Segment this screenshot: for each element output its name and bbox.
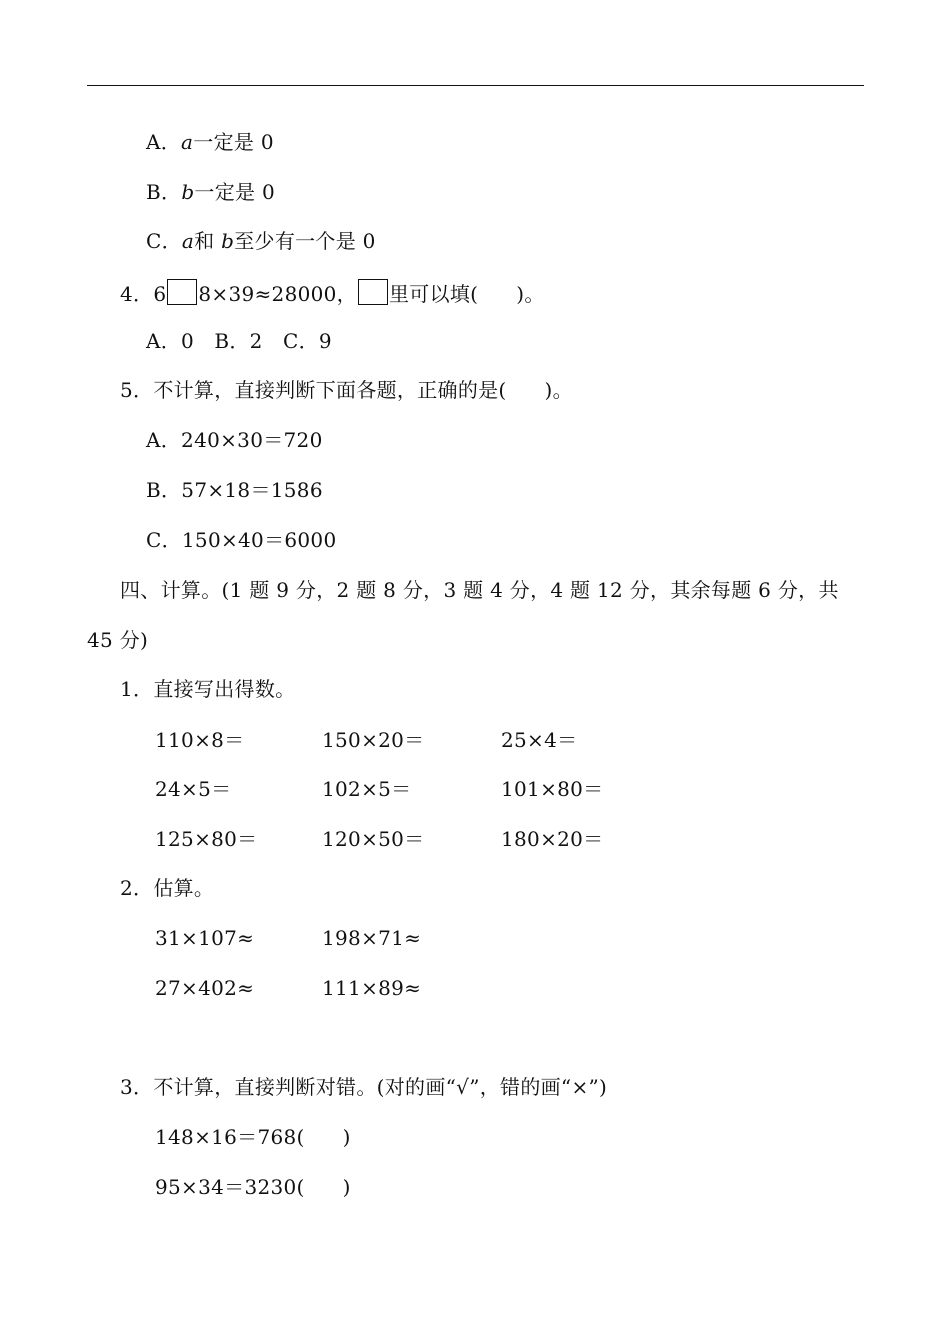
blank-box xyxy=(167,279,197,305)
judge-item: 95×34＝3230( ) xyxy=(155,1175,351,1199)
sub3-title: 3．不计算，直接判断对错。(对的画“√”，错的画“×”) xyxy=(120,1075,608,1099)
calc-item: 150×20＝ xyxy=(322,728,425,752)
estimate-item: 198×71≈ xyxy=(322,926,422,950)
q5-option-b: B．57×18＝1586 xyxy=(146,478,323,502)
calc-item: 102×5＝ xyxy=(322,777,412,801)
calc-item: 25×4＝ xyxy=(501,728,578,752)
estimate-item: 111×89≈ xyxy=(322,976,422,1000)
q3-option-b: B．b一定是 0 xyxy=(146,180,276,204)
calc-item: 110×8＝ xyxy=(155,728,245,752)
section4-title-line1: 四、计算。(1 题 9 分，2 题 8 分，3 题 4 分，4 题 12 分，其余每题 6 分，共 xyxy=(120,578,839,602)
sub1-title: 1．直接写出得数。 xyxy=(120,677,296,701)
q5-option-c: C．150×40＝6000 xyxy=(146,528,337,552)
q4-options: A．0 B．2 C．9 xyxy=(146,329,332,353)
estimate-item: 27×402≈ xyxy=(155,976,255,1000)
estimate-item: 31×107≈ xyxy=(155,926,255,950)
calc-item: 101×80＝ xyxy=(501,777,604,801)
q5-option-a: A．240×30＝720 xyxy=(146,428,323,452)
q3-option-a: A．a一定是 0 xyxy=(146,130,274,154)
q3-option-c: C．a和 b至少有一个是 0 xyxy=(146,229,376,253)
header-rule xyxy=(87,85,864,86)
calc-item: 120×50＝ xyxy=(322,827,425,851)
sub2-title: 2．估算。 xyxy=(120,876,215,900)
calc-item: 180×20＝ xyxy=(501,827,604,851)
blank-box xyxy=(358,279,388,305)
calc-item: 125×80＝ xyxy=(155,827,258,851)
section4-title-line2: 45 分) xyxy=(87,628,149,652)
q4-stem: 4．6 8×39≈28000， 里可以填( )。 xyxy=(120,279,545,306)
judge-item: 148×16＝768( ) xyxy=(155,1125,351,1149)
q5-stem: 5．不计算，直接判断下面各题，正确的是( )。 xyxy=(120,378,573,402)
calc-item: 24×5＝ xyxy=(155,777,232,801)
